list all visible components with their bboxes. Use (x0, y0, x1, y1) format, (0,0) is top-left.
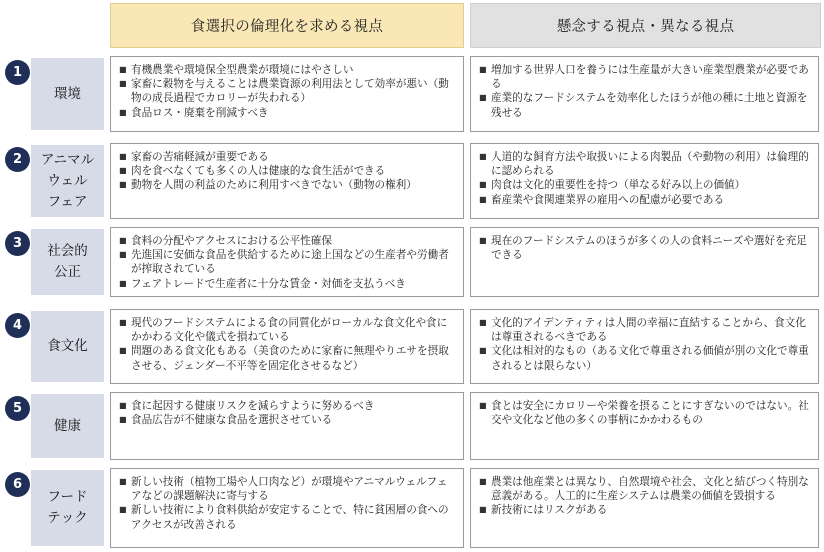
category-label: 食文化 (31, 311, 104, 382)
row-number-badge: 2 (5, 147, 30, 172)
bullet-item: ■ 文化的アイデンティティは人間の幸福に直結することから、食文化は尊重されるべきである (479, 316, 812, 344)
category-label: 環境 (31, 58, 104, 130)
bullet-item: ■ 人道的な飼育方法や取扱いによる肉製品（や動物の利用）は倫理的に認められる (479, 150, 812, 178)
bullet-item: ■ 新しい技術（植物工場や人口肉など）が環境やアニマルウェルフェアなどの課題解決に寄与する (119, 475, 457, 503)
row-number-badge: 3 (5, 231, 30, 256)
row-number-badge: 6 (5, 472, 30, 497)
bullet-item: ■ 畜産業や食関連業界の雇用への配慮が必要である (479, 193, 812, 207)
table-row (0, 56, 824, 132)
right-column-cell (470, 468, 819, 548)
left-column-cell (110, 143, 464, 219)
bullet-list (479, 316, 812, 373)
bullet-item: ■ 家畜に穀物を与えることは農業資源の利用法として効率が悪い（動物の成長過程でカロリーが失われる） (119, 77, 457, 105)
bullet-item: ■ 農業は他産業とは異なり、自然環境や社会、文化と結びつく特別な意義がある。人工的に生産システムは農業の価値を毀損する (479, 475, 812, 503)
bullet-item: ■ 肉食は文化的重要性を持つ（単なる好み以上の価値） (479, 178, 812, 192)
bullet-item: ■ 家畜の苦痛軽減が重要である (119, 150, 457, 164)
bullet-list (479, 475, 812, 518)
bullet-item: ■ 食品広告が不健康な食品を選択させている (119, 413, 457, 427)
row-number-badge: 4 (5, 313, 30, 338)
bullet-item: ■ フェアトレードで生産者に十分な賃金・対価を支払うべき (119, 277, 457, 291)
bullet-item: ■ 食料の分配やアクセスにおける公平性確保 (119, 234, 457, 248)
bullet-item: ■ 問題のある食文化もある（美食のために家畜に無理やりエサを摂取させる、ジェンダー不平等を固定化させるなど） (119, 344, 457, 372)
category-label: フード テック (31, 470, 104, 546)
right-column-cell (470, 309, 819, 384)
bullet-list (479, 150, 812, 207)
bullet-list (479, 399, 812, 427)
bullet-item: ■ 先進国に安価な食品を供給するために途上国などの生産者や労働者が搾取されている (119, 248, 457, 276)
bullet-list (479, 234, 812, 262)
table-row (0, 392, 824, 460)
right-column-cell (470, 392, 819, 460)
bullet-item: ■ 食とは安全にカロリーや栄養を摂ることにすぎないのではない。社交や文化など他の多くの事柄にかかわるもの (479, 399, 812, 427)
bullet-item: ■ 食に起因する健康リスクを減らすように努めるべき (119, 399, 457, 413)
bullet-item: ■ 現代のフードシステムによる食の同質化がローカルな食文化や食にかかわる文化や儀式を損ねている (119, 316, 457, 344)
header-left: 食選択の倫理化を求める視点 (110, 3, 464, 48)
bullet-item: ■ 増加する世界人口を養うには生産量が大きい産業型農業が必要である (479, 63, 812, 91)
bullet-item: ■ 産業的なフードシステムを効率化したほうが他の種に土地と資源を残せる (479, 91, 812, 119)
left-column-cell (110, 56, 464, 132)
bullet-list (119, 399, 457, 427)
bullet-item: ■ 新しい技術により食料供給が安定することで、特に貧困層の食へのアクセスが改善される (119, 503, 457, 531)
bullet-list (479, 63, 812, 120)
left-column-cell (110, 468, 464, 548)
right-column-cell (470, 143, 819, 219)
header-right: 懸念する視点・異なる視点 (470, 3, 821, 48)
right-column-cell (470, 227, 819, 297)
bullet-item: ■ 肉を食べなくても多くの人は健康的な食生活ができる (119, 164, 457, 178)
table-row (0, 309, 824, 384)
bullet-item: ■ 文化は相対的なもの（ある文化で尊重される価値が別の文化で尊重されるとは限らない） (479, 344, 812, 372)
category-label: アニマル ウェル フェア (31, 145, 104, 217)
left-column-cell (110, 392, 464, 460)
bullet-list (119, 150, 457, 193)
bullet-list (119, 234, 457, 291)
table-row (0, 143, 824, 219)
table-row (0, 468, 824, 548)
right-column-cell (470, 56, 819, 132)
bullet-list (119, 63, 457, 120)
left-column-cell (110, 309, 464, 384)
bullet-item: ■ 新技術にはリスクがある (479, 503, 812, 517)
left-column-cell (110, 227, 464, 297)
category-label: 健康 (31, 394, 104, 458)
table-row (0, 227, 824, 297)
row-number-badge: 5 (5, 396, 30, 421)
bullet-list (119, 475, 457, 532)
bullet-item: ■ 動物を人間の利益のために利用すべきでない（動物の権利） (119, 178, 457, 192)
bullet-item: ■ 有機農業や環境保全型農業が環境にはやさしい (119, 63, 457, 77)
category-label: 社会的 公正 (31, 229, 104, 295)
bullet-item: ■ 現在のフードシステムのほうが多くの人の食料ニーズや選好を充足できる (479, 234, 812, 262)
bullet-list (119, 316, 457, 373)
row-number-badge: 1 (5, 60, 30, 85)
bullet-item: ■ 食品ロス・廃棄を削減すべき (119, 106, 457, 120)
